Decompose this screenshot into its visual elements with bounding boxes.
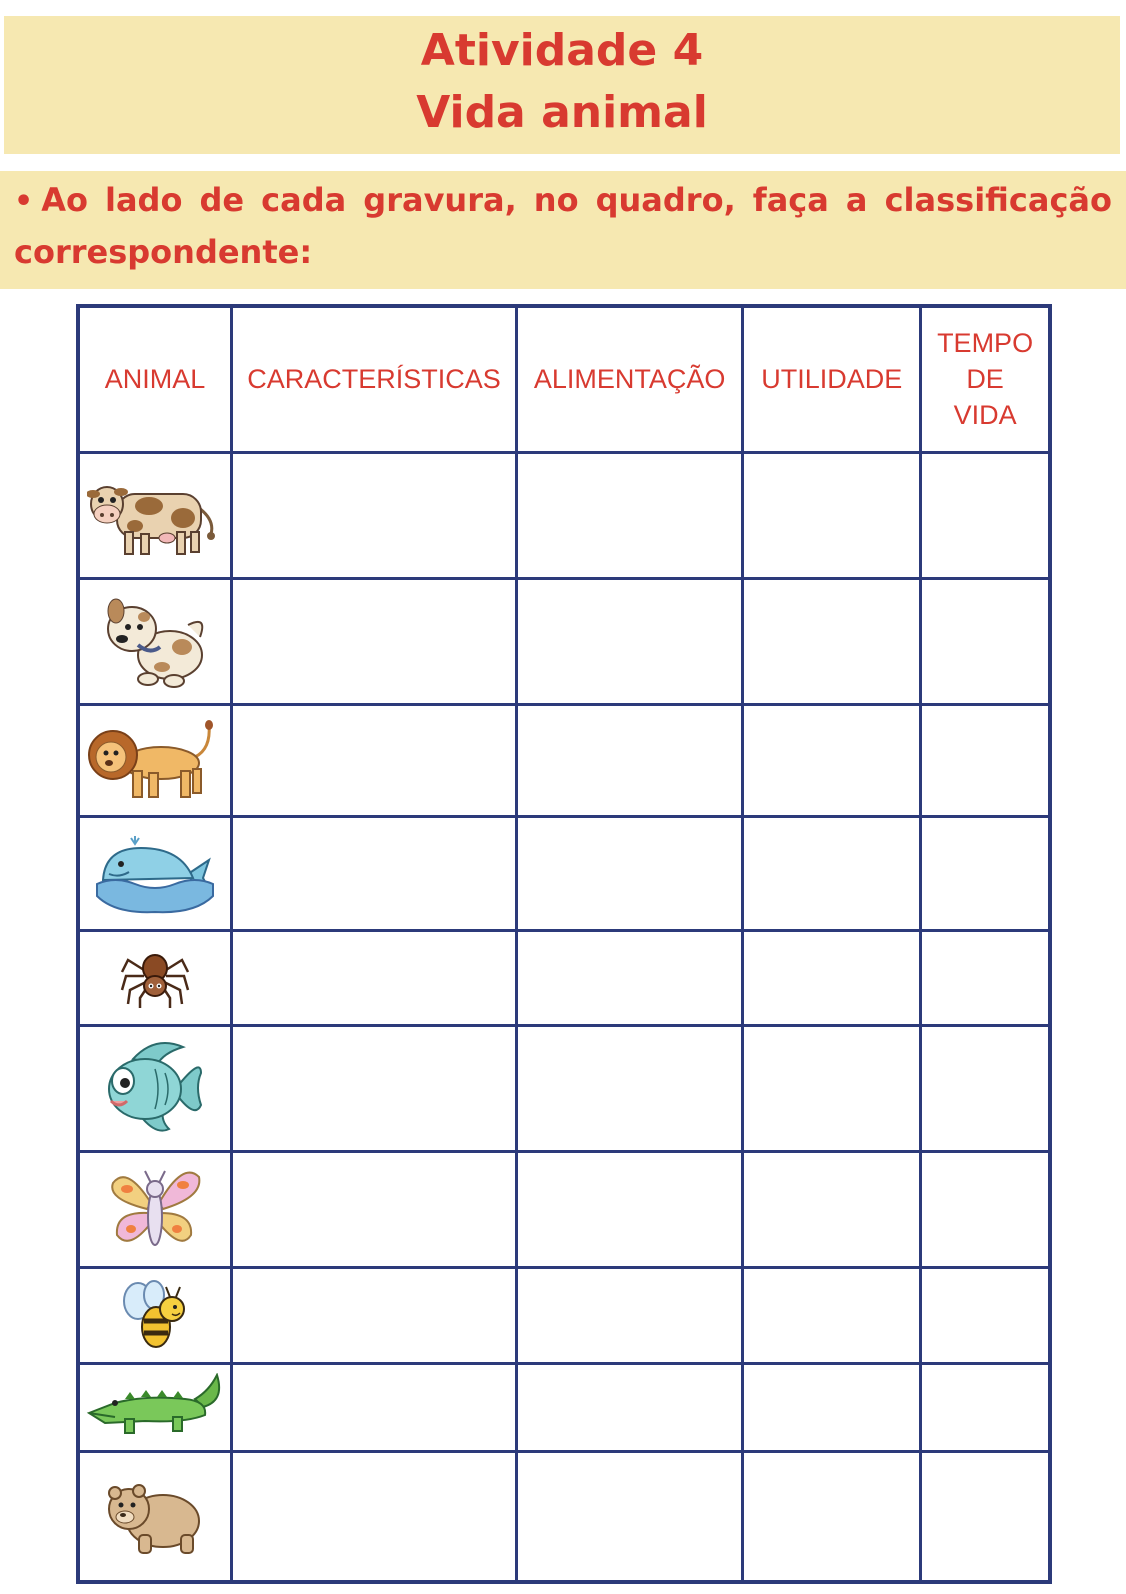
utilidade-cell[interactable] bbox=[743, 705, 921, 817]
utilidade-cell[interactable] bbox=[743, 817, 921, 931]
butterfly-icon bbox=[107, 1163, 203, 1255]
lion-icon bbox=[85, 719, 225, 803]
dog-icon bbox=[100, 595, 210, 689]
table-row bbox=[78, 1151, 1050, 1267]
utilidade-cell[interactable] bbox=[743, 452, 921, 578]
title-banner bbox=[4, 16, 1120, 154]
caracteristicas-cell[interactable] bbox=[232, 705, 517, 817]
col-header-alimentacao: ALIMENTAÇÃO bbox=[517, 306, 743, 452]
tempo-de-vida-cell[interactable] bbox=[921, 817, 1050, 931]
table-row bbox=[78, 817, 1050, 931]
animal-cell bbox=[78, 578, 232, 704]
alimentacao-cell[interactable] bbox=[517, 1364, 743, 1452]
table-row bbox=[78, 452, 1050, 578]
caracteristicas-cell[interactable] bbox=[232, 1452, 517, 1582]
caracteristicas-cell[interactable] bbox=[232, 1151, 517, 1267]
tempo-line: TEMPO bbox=[937, 328, 1034, 359]
animal-cell bbox=[78, 1151, 232, 1267]
caracteristicas-cell[interactable] bbox=[232, 931, 517, 1025]
spider-icon bbox=[120, 946, 190, 1010]
utilidade-cell[interactable] bbox=[743, 1025, 921, 1151]
tempo-de-vida-cell[interactable] bbox=[921, 1025, 1050, 1151]
whale-icon bbox=[95, 832, 215, 916]
table-row bbox=[78, 931, 1050, 1025]
alimentacao-cell[interactable] bbox=[517, 1452, 743, 1582]
tempo-de-vida-cell[interactable] bbox=[921, 705, 1050, 817]
tempo-de-vida-cell[interactable] bbox=[921, 931, 1050, 1025]
tempo-de-vida-cell[interactable] bbox=[921, 452, 1050, 578]
alimentacao-cell[interactable] bbox=[517, 931, 743, 1025]
alimentacao-cell[interactable] bbox=[517, 1025, 743, 1151]
animal-cell bbox=[78, 1364, 232, 1452]
fish-icon bbox=[103, 1039, 207, 1137]
alimentacao-cell[interactable] bbox=[517, 1151, 743, 1267]
alimentacao-cell[interactable] bbox=[517, 1267, 743, 1363]
alimentacao-cell[interactable] bbox=[517, 705, 743, 817]
caracteristicas-cell[interactable] bbox=[232, 1364, 517, 1452]
utilidade-cell[interactable] bbox=[743, 1364, 921, 1452]
animal-cell bbox=[78, 1452, 232, 1582]
alimentacao-cell[interactable] bbox=[517, 817, 743, 931]
table-row bbox=[78, 578, 1050, 704]
table-row bbox=[78, 1364, 1050, 1452]
caracteristicas-cell[interactable] bbox=[232, 1025, 517, 1151]
animal-cell bbox=[78, 1267, 232, 1363]
animal-cell bbox=[78, 705, 232, 817]
tempo-de-vida-cell[interactable] bbox=[921, 578, 1050, 704]
bee-icon bbox=[118, 1279, 192, 1353]
animal-cell bbox=[78, 817, 232, 931]
col-header-animal: ANIMAL bbox=[78, 306, 232, 452]
caracteristicas-cell[interactable] bbox=[232, 578, 517, 704]
tempo-de-vida-cell[interactable] bbox=[921, 1151, 1050, 1267]
de-line: DE bbox=[966, 364, 1004, 395]
bullet-icon: • bbox=[14, 184, 34, 219]
table-row bbox=[78, 1025, 1050, 1151]
table-row bbox=[78, 1452, 1050, 1582]
alimentacao-cell[interactable] bbox=[517, 452, 743, 578]
animal-cell bbox=[78, 931, 232, 1025]
instruction-banner bbox=[0, 171, 1126, 289]
utilidade-cell[interactable] bbox=[743, 1267, 921, 1363]
col-header-utilidade: UTILIDADE bbox=[743, 306, 921, 452]
table-row bbox=[78, 1267, 1050, 1363]
tempo-de-vida-cell[interactable] bbox=[921, 1452, 1050, 1582]
utilidade-cell[interactable] bbox=[743, 1452, 921, 1582]
tempo-de-vida-cell[interactable] bbox=[921, 1364, 1050, 1452]
activity-subtitle: Vida animal bbox=[416, 87, 708, 138]
animal-cell bbox=[78, 1025, 232, 1151]
col-header-caracteristicas: CARACTERÍSTICAS bbox=[232, 306, 517, 452]
header-row bbox=[78, 306, 1050, 452]
caracteristicas-cell[interactable] bbox=[232, 452, 517, 578]
cow-icon bbox=[87, 472, 223, 558]
utilidade-cell[interactable] bbox=[743, 578, 921, 704]
vida-line: VIDA bbox=[953, 400, 1017, 431]
col-header-tempo-de-vida bbox=[921, 306, 1050, 452]
table-row bbox=[78, 705, 1050, 817]
caracteristicas-cell[interactable] bbox=[232, 817, 517, 931]
crocodile-icon bbox=[85, 1373, 225, 1443]
alimentacao-cell[interactable] bbox=[517, 578, 743, 704]
utilidade-cell[interactable] bbox=[743, 931, 921, 1025]
activity-title: Atividade 4 bbox=[420, 25, 704, 76]
instruction-sentence: Ao lado de cada gravura, no quadro, faça a classificação correspondente: bbox=[14, 181, 1112, 271]
tempo-de-vida-cell[interactable] bbox=[921, 1267, 1050, 1363]
bear-icon bbox=[105, 1479, 205, 1555]
classification-table bbox=[76, 304, 1052, 1584]
instruction-text bbox=[14, 175, 1112, 277]
utilidade-cell[interactable] bbox=[743, 1151, 921, 1267]
caracteristicas-cell[interactable] bbox=[232, 1267, 517, 1363]
animal-cell bbox=[78, 452, 232, 578]
